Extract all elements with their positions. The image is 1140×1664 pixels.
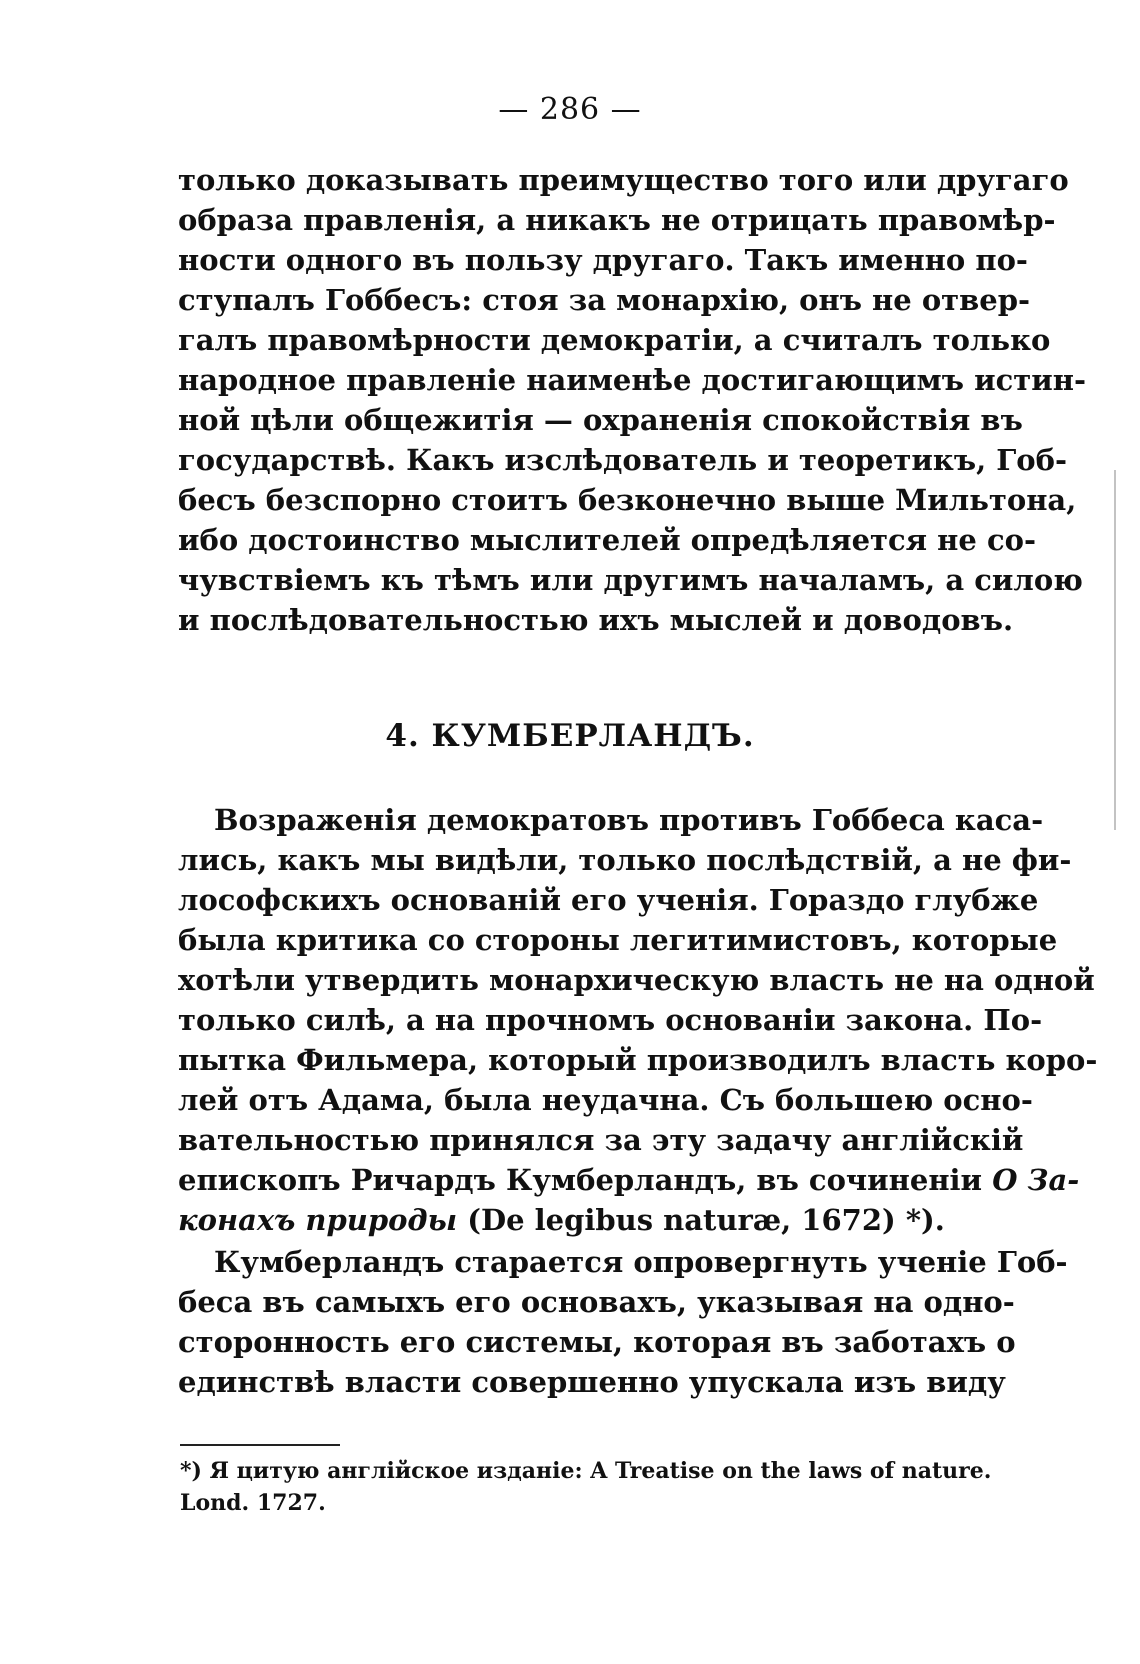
text-line: народное правленіе наименѣе достигающимъ истин- bbox=[178, 363, 1086, 397]
text-line: только доказывать преимущество того или другаго bbox=[178, 163, 1069, 197]
paragraph-1 bbox=[178, 160, 1086, 640]
footnote bbox=[180, 1455, 992, 1519]
text-line: была критика со стороны легитимистовъ, которые bbox=[178, 923, 1058, 957]
text-line: лей отъ Адама, была неудачна. Съ большею осно- bbox=[178, 1083, 1033, 1117]
text-line: лись, какъ мы видѣли, только послѣдствій, а не фи- bbox=[178, 843, 1072, 877]
text-line: только силѣ, а на прочномъ основаніи закона. По- bbox=[178, 1003, 1043, 1037]
footnote-divider bbox=[180, 1444, 340, 1446]
text-segment: епископъ Ричардъ Кумберландъ, въ сочиненіи bbox=[178, 1163, 983, 1197]
text-line: Кумберландъ старается опровергнуть ученіе Гоб- bbox=[214, 1245, 1068, 1279]
text-line: бесъ безспорно стоитъ безконечно выше Мильтона, bbox=[178, 483, 1077, 517]
footnote-line: Lond. 1727. bbox=[180, 1490, 326, 1516]
text-line bbox=[178, 1200, 978, 1240]
text-line: образа правленія, а никакъ не отрицать правомѣр- bbox=[178, 203, 1056, 237]
italic-title: О За- bbox=[992, 1163, 1080, 1197]
text-line: единствѣ власти совершенно упускала изъ виду bbox=[178, 1365, 1006, 1399]
paragraph-2 bbox=[178, 800, 1098, 1240]
text-line: сторонность его системы, которая въ заботахъ о bbox=[178, 1325, 1016, 1359]
text-segment: (De legibus naturæ, 1672) *). bbox=[457, 1203, 945, 1237]
text-line: ной цѣли общежитія — охраненія спокойствія въ bbox=[178, 403, 1023, 437]
text-line: пытка Фильмера, который производилъ власть коро- bbox=[178, 1043, 1098, 1077]
footnote-line: *) Я цитую англійское изданіе: A Treatise on the laws of nature. bbox=[180, 1458, 992, 1484]
text-line bbox=[178, 1160, 1080, 1200]
text-line: галъ правомѣрности демократіи, а считалъ только bbox=[178, 323, 1051, 357]
text-line: хотѣли утвердить монархическую власть не на одной bbox=[178, 963, 1095, 997]
section-heading: 4. КУМБЕРЛАНДЪ. bbox=[385, 718, 755, 754]
text-line: чувствіемъ къ тѣмъ или другимъ началамъ, а силою bbox=[178, 563, 1083, 597]
text-line: беса въ самыхъ его основахъ, указывая на одно- bbox=[178, 1285, 1015, 1319]
text-line: и послѣдовательностью ихъ мыслей и доводовъ. bbox=[178, 603, 1014, 637]
text-line: ибо достоинство мыслителей опредѣляется не со- bbox=[178, 523, 1036, 557]
page-number: — 286 — bbox=[498, 92, 642, 127]
text-line: вательностью принялся за эту задачу англійскій bbox=[178, 1123, 1024, 1157]
page-edge-mark bbox=[1114, 470, 1116, 830]
paragraph-3 bbox=[178, 1242, 1068, 1402]
text-line: Возраженія демократовъ противъ Гоббеса каса- bbox=[214, 803, 1044, 837]
text-line: ступалъ Гоббесъ: стоя за монархію, онъ не отвер- bbox=[178, 283, 1031, 317]
italic-title: конахъ природы bbox=[178, 1203, 458, 1237]
text-line: ности одного въ пользу другаго. Такъ именно по- bbox=[178, 243, 1028, 277]
text-line: государствѣ. Какъ изслѣдователь и теоретикъ, Гоб- bbox=[178, 443, 1068, 477]
text-line: лософскихъ основаній его ученія. Гораздо глубже bbox=[178, 883, 1039, 917]
